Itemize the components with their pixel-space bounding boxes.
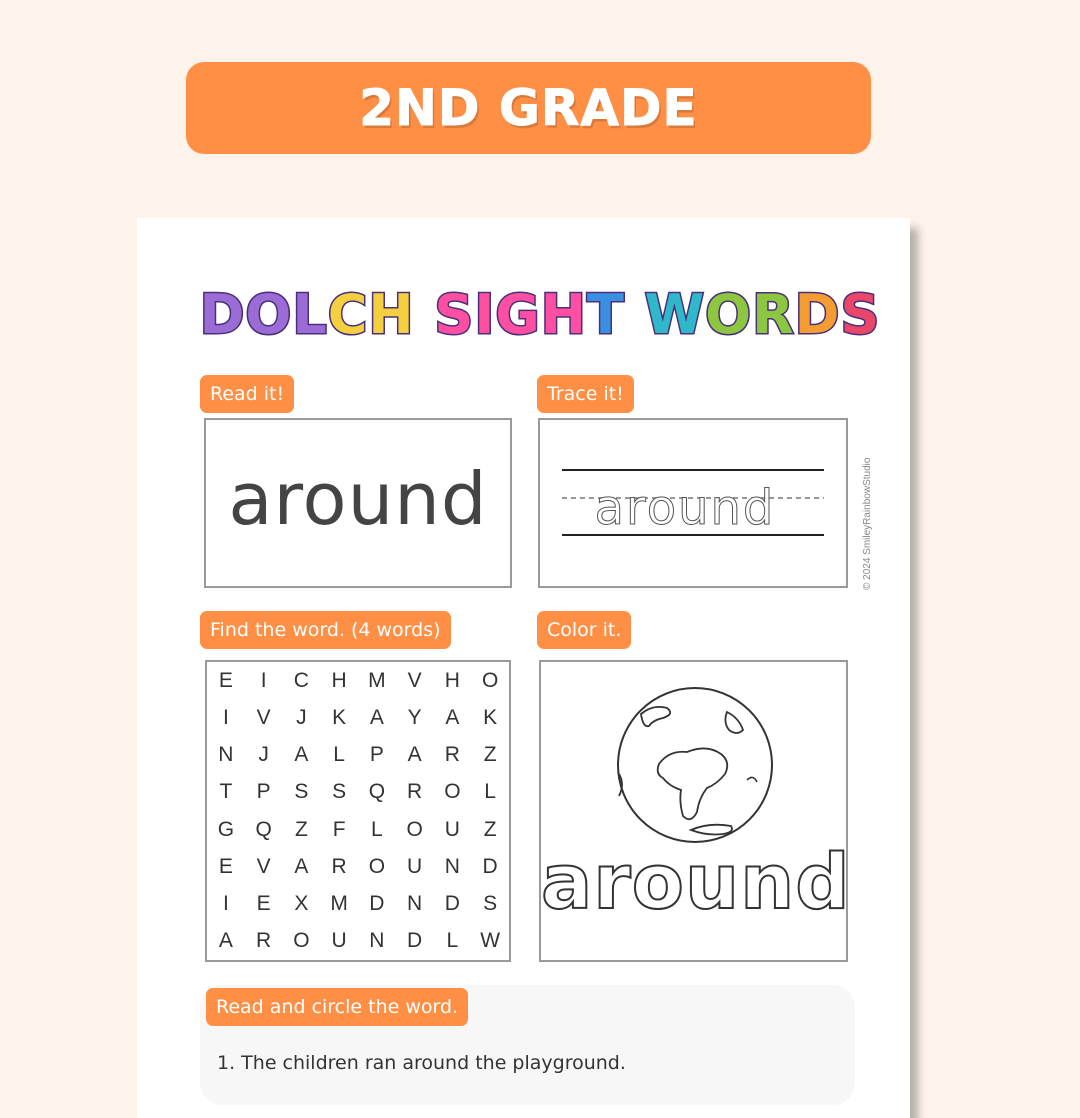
trace-it-box	[538, 418, 848, 588]
word-search-letter[interactable]: N	[218, 743, 234, 767]
trace-it-label: Trace it!	[537, 375, 634, 413]
word-search-letter[interactable]: S	[483, 892, 498, 916]
word-search-letter[interactable]: Z	[483, 817, 497, 841]
word-search-letter[interactable]: K	[483, 705, 498, 729]
word-search-letter[interactable]: F	[332, 817, 346, 841]
word-search-letter[interactable]: O	[293, 929, 310, 953]
word-search-letter[interactable]: O	[368, 854, 386, 878]
word-search-letter[interactable]: D	[444, 892, 460, 916]
word-search-letter[interactable]: R	[256, 929, 272, 953]
title-letter: S	[434, 283, 475, 346]
copyright-text: © 2024 SmileyRainbowStudio	[862, 457, 873, 590]
read-word: around	[228, 457, 488, 541]
word-search-letter[interactable]: Z	[294, 817, 308, 841]
word-search-letter[interactable]: U	[444, 817, 460, 841]
circle-word-label: Read and circle the word.	[206, 988, 468, 1026]
word-search-letter[interactable]: O	[406, 817, 423, 841]
word-search-letter[interactable]: H	[331, 668, 347, 692]
word-search-letter[interactable]: S	[332, 780, 347, 804]
word-search-letter[interactable]: Z	[483, 743, 497, 767]
find-word-label: Find the word. (4 words)	[200, 611, 451, 649]
color-it-box	[539, 660, 851, 962]
word-search-letter[interactable]: W	[480, 929, 501, 953]
word-search-letter[interactable]: E	[218, 668, 233, 692]
word-search-letter[interactable]: D	[482, 854, 498, 878]
color-word: around	[541, 837, 851, 926]
word-search-letter[interactable]: A	[294, 743, 309, 767]
title-letter: O	[705, 283, 753, 346]
title-letter	[625, 283, 645, 346]
word-search-letter[interactable]: U	[407, 854, 423, 878]
practice-sentence: 1. The children ran around the playground.	[217, 1052, 626, 1074]
title-letter	[415, 283, 435, 346]
word-search-letter[interactable]: R	[444, 743, 460, 767]
word-search-letter[interactable]: I	[222, 892, 229, 916]
word-search-letter[interactable]: V	[256, 705, 271, 729]
word-search-letter[interactable]: R	[407, 780, 423, 804]
title-letter: H	[368, 283, 415, 346]
word-search-letter[interactable]: V	[256, 854, 271, 878]
word-search-letter[interactable]: A	[445, 705, 460, 729]
title-letter: D	[199, 283, 246, 346]
color-it-label: Color it.	[537, 611, 631, 649]
word-search-letter[interactable]: S	[294, 780, 309, 804]
title-letter: L	[292, 283, 328, 346]
word-search-letter[interactable]: U	[331, 929, 347, 953]
word-search-letter[interactable]: Q	[368, 780, 386, 804]
word-search-letter[interactable]: O	[444, 780, 461, 804]
trace-word: around	[594, 480, 776, 536]
word-search-letter[interactable]: L	[333, 743, 345, 767]
word-search-letter[interactable]: P	[369, 743, 384, 767]
grade-banner-text: 2ND GRADE	[359, 79, 698, 137]
word-search-letter[interactable]: M	[330, 892, 348, 916]
word-search-letter[interactable]: C	[293, 668, 309, 692]
word-search-letter[interactable]: X	[294, 892, 309, 916]
word-search-letter[interactable]: E	[256, 892, 271, 916]
word-search-letter[interactable]: I	[260, 668, 267, 692]
title-letter: G	[495, 283, 541, 346]
word-search-letter[interactable]: N	[444, 854, 460, 878]
word-search-letter[interactable]: N	[407, 892, 423, 916]
title-letter: S	[840, 283, 881, 346]
word-search-letter[interactable]: O	[481, 668, 499, 692]
word-search-letter[interactable]: A	[407, 743, 422, 767]
word-search-letter[interactable]: L	[446, 929, 459, 953]
word-search-letter[interactable]: A	[369, 705, 384, 729]
word-search-letter[interactable]: A	[218, 929, 233, 953]
word-search-letter[interactable]: J	[296, 705, 307, 729]
title-letter: H	[540, 283, 587, 346]
word-search-letter[interactable]: L	[484, 780, 496, 804]
word-search-letter[interactable]: T	[219, 780, 233, 804]
title-letter: C	[327, 283, 369, 346]
word-search-letter[interactable]: G	[217, 817, 235, 841]
word-search-letter[interactable]: Q	[255, 817, 272, 841]
word-search-letter[interactable]: H	[444, 668, 460, 692]
title-letter: D	[794, 283, 841, 346]
worksheet-title	[0, 283, 1080, 346]
word-search-letter[interactable]: E	[218, 854, 233, 878]
title-letter: R	[752, 283, 795, 346]
word-search-letter[interactable]: P	[256, 780, 271, 804]
title-letter: T	[586, 283, 625, 346]
title-letter: W	[644, 283, 706, 346]
word-search-letter[interactable]: D	[369, 892, 385, 916]
word-search-letter[interactable]: L	[371, 817, 383, 841]
word-search-letter[interactable]: D	[407, 929, 423, 953]
word-search-letter[interactable]: V	[407, 668, 422, 692]
read-it-label: Read it!	[200, 375, 294, 413]
title-letter: O	[245, 283, 293, 346]
word-search-letter[interactable]: R	[331, 854, 347, 878]
word-search-letter[interactable]: I	[222, 705, 229, 729]
word-search-letter[interactable]: M	[368, 668, 386, 692]
word-search-letter[interactable]: N	[369, 929, 385, 953]
word-search-letter[interactable]: A	[294, 854, 309, 878]
word-search-letter[interactable]: Y	[407, 705, 422, 729]
read-it-box	[204, 418, 512, 588]
title-letter: I	[474, 283, 496, 346]
grade-banner	[186, 62, 871, 154]
word-search-grid	[205, 660, 511, 962]
word-search-letter[interactable]: K	[332, 705, 347, 729]
word-search-letter[interactable]: J	[258, 743, 269, 767]
